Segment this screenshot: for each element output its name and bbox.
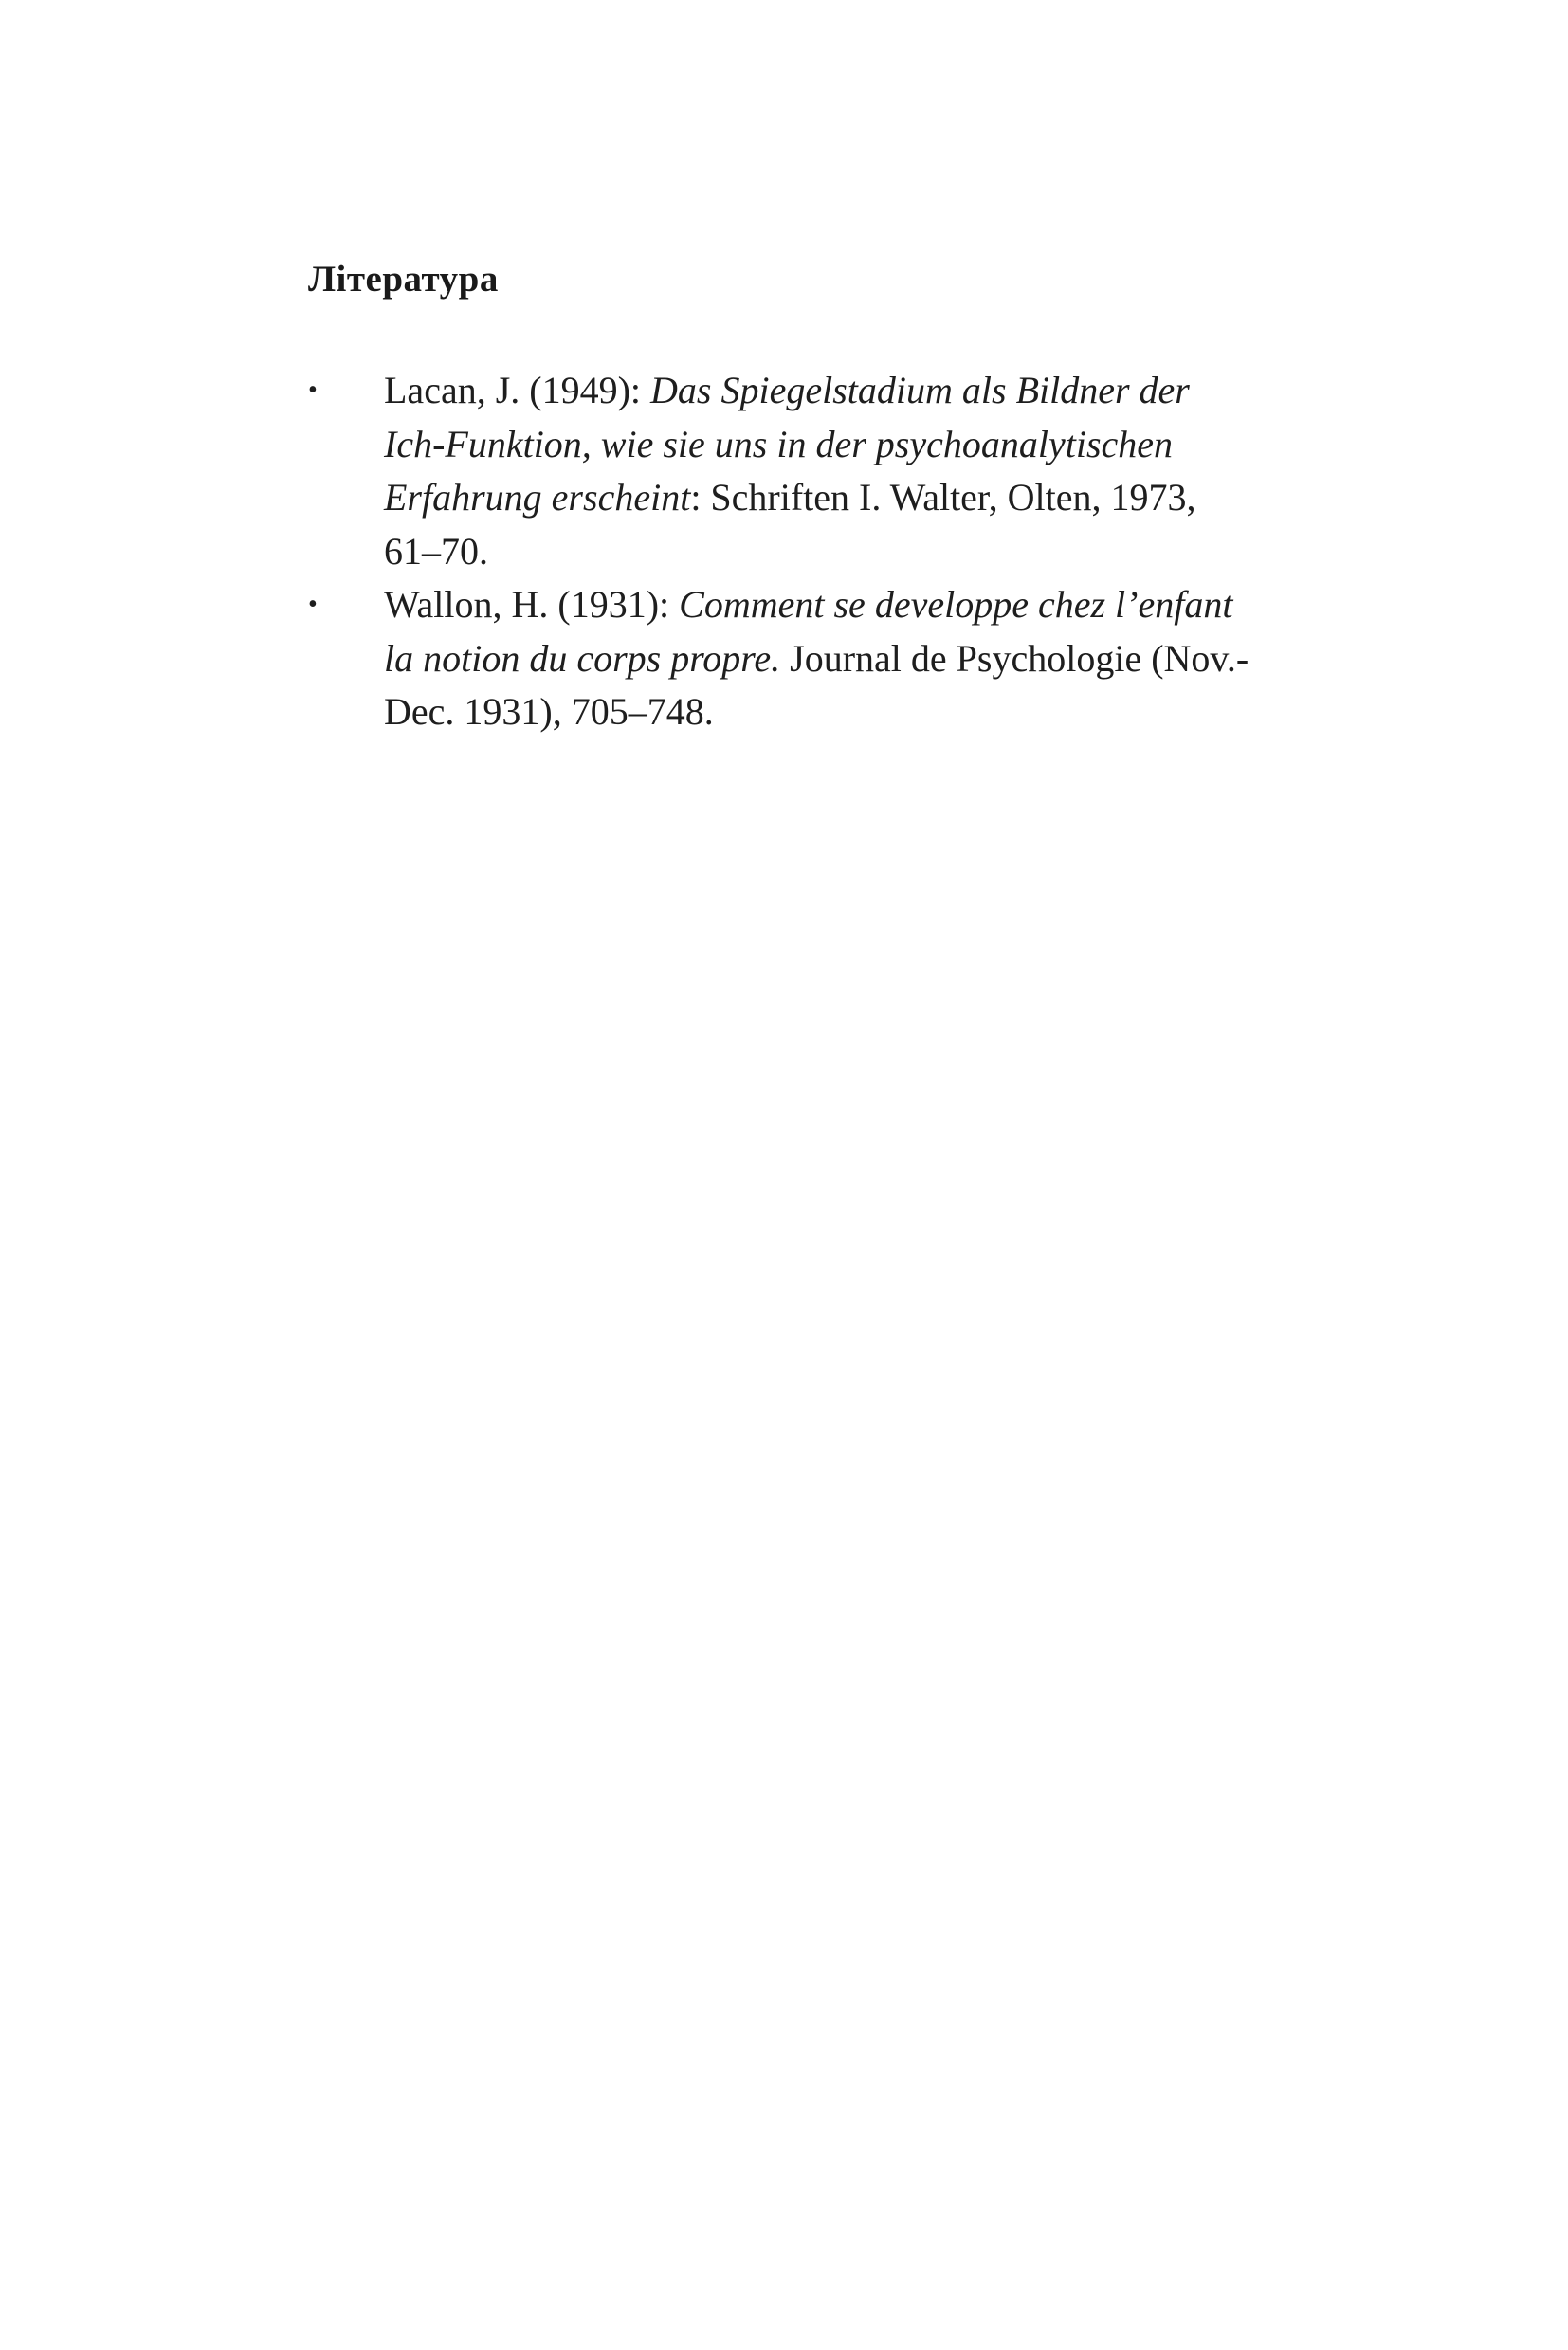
reference-author-year: Lacan, J. (1949):: [384, 369, 651, 411]
reference-item-wallon: [308, 578, 1315, 739]
reference-line: [384, 578, 1315, 632]
reference-line: [384, 632, 1315, 686]
bullet-icon: •: [308, 375, 318, 405]
reference-line: [384, 685, 1315, 739]
reference-title: Comment se developpe chez l’enfant: [679, 583, 1233, 626]
reference-line: [384, 418, 1315, 472]
reference-source: : Schriften I. Walter, Olten, 1973,: [690, 476, 1196, 519]
reference-pages: 61–70.: [384, 529, 488, 573]
reference-item-lacan: [308, 364, 1315, 578]
reference-title: Das Spiegelstadium als Bildner der: [650, 369, 1190, 411]
reference-line: [384, 471, 1315, 525]
reference-source: Journal de Psychologie (Nov.-: [780, 636, 1249, 680]
reference-line: [384, 525, 1315, 579]
reference-pages: Dec. 1931), 705–748.: [384, 690, 714, 733]
reference-line: [384, 364, 1315, 418]
reference-author-year: Wallon, H. (1931):: [384, 583, 680, 626]
reference-list: [308, 364, 1315, 739]
section-heading: Література: [308, 259, 499, 300]
bullet-icon: •: [308, 590, 318, 619]
reference-title: la notion du corps propre.: [384, 636, 781, 680]
reference-title: Ich-Funktion, wie sie uns in der psychoanalytischen: [384, 422, 1174, 465]
reference-title: Erfahrung erscheint: [384, 476, 691, 519]
